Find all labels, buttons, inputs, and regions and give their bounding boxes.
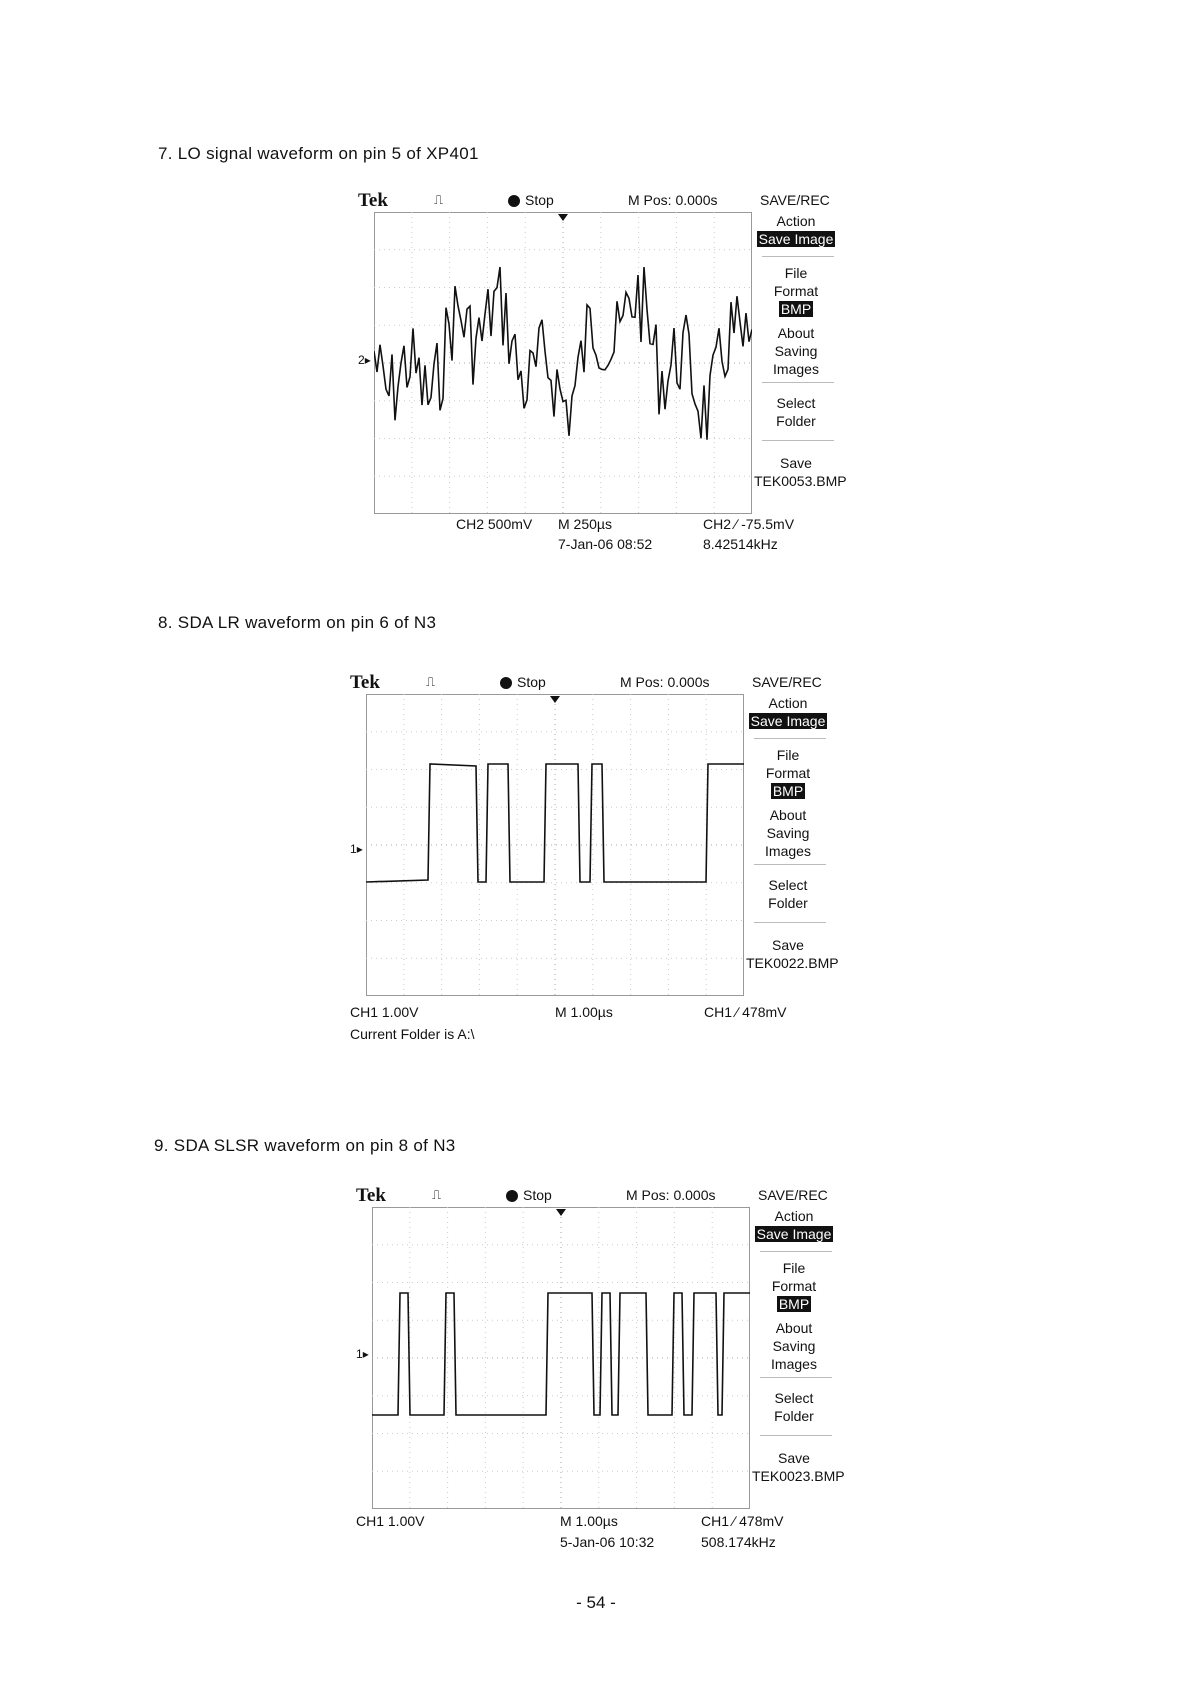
trigger-level: CH2 ∕ -75.5mV	[703, 516, 795, 532]
timebase: M 250µs	[558, 516, 612, 532]
menu-save[interactable]: Save TEK0022.BMP	[746, 937, 839, 971]
channel-scale: CH1 1.00V	[356, 1513, 425, 1529]
current-folder: Current Folder is A:\	[350, 1026, 475, 1042]
horizontal-position: M Pos: 0.000s	[628, 192, 718, 208]
channel-marker: 2▸	[358, 353, 371, 367]
menu-select-folder[interactable]: Select Folder	[768, 877, 808, 911]
trigger-level: CH1 ∕ 478mV	[701, 1513, 784, 1529]
trigger-position-icon	[550, 696, 560, 703]
waveform-graticule	[366, 694, 744, 996]
menu-title: SAVE/REC	[758, 1187, 828, 1203]
menu-file-format[interactable]: File Format BMP	[773, 265, 819, 317]
timebase: M 1.00µs	[560, 1513, 618, 1529]
menu-select-folder[interactable]: Select Folder	[776, 395, 816, 429]
graticule-grid	[366, 694, 744, 996]
frequency-readout: 508.174kHz	[701, 1534, 776, 1550]
tek-logo: Tek	[356, 1185, 386, 1206]
tek-logo: Tek	[358, 190, 388, 211]
pulse-icon: ⎍	[426, 674, 436, 689]
trigger-position-icon	[558, 214, 568, 221]
waveform-graticule	[372, 1207, 750, 1509]
menu-about-saving[interactable]: About Saving Images	[771, 1320, 817, 1372]
capture-datetime: 7-Jan-06 08:52	[558, 536, 653, 552]
waveform-graticule	[374, 212, 752, 514]
menu-select-folder[interactable]: Select Folder	[774, 1390, 814, 1424]
waveform-trace	[372, 1293, 750, 1415]
menu-about-saving[interactable]: About Saving Images	[773, 325, 819, 377]
channel-marker: 1▸	[356, 1347, 369, 1361]
oscilloscope-screenshot	[358, 190, 848, 560]
pulse-icon: ⎍	[432, 1187, 442, 1202]
acquisition-status: Stop	[517, 674, 546, 690]
menu-about-saving[interactable]: About Saving Images	[765, 807, 811, 859]
stop-indicator-icon	[508, 195, 520, 207]
trigger-level: CH1 ∕ 478mV	[704, 1004, 787, 1020]
page-number: - 54 -	[576, 1593, 616, 1612]
acquisition-status: Stop	[525, 192, 554, 208]
pulse-icon: ⎍	[434, 192, 444, 207]
oscilloscope-screenshot	[350, 672, 840, 1042]
menu-file-format[interactable]: File Format BMP	[771, 1260, 817, 1312]
frequency-readout: 8.42514kHz	[703, 536, 778, 552]
horizontal-position: M Pos: 0.000s	[626, 1187, 716, 1203]
menu-action[interactable]: Action Save Image	[750, 695, 826, 729]
save-rec-menu	[754, 212, 847, 514]
stop-indicator-icon	[506, 1190, 518, 1202]
section-caption: 8. SDA LR waveform on pin 6 of N3	[158, 613, 437, 632]
save-rec-menu	[752, 1207, 845, 1509]
menu-action[interactable]: Action Save Image	[756, 1208, 832, 1242]
section-caption: 7. LO signal waveform on pin 5 of XP401	[158, 144, 479, 163]
channel-marker: 1▸	[350, 842, 363, 856]
save-rec-menu	[746, 694, 839, 996]
menu-title: SAVE/REC	[760, 192, 830, 208]
stop-indicator-icon	[500, 677, 512, 689]
trigger-position-icon	[556, 1209, 566, 1216]
tek-logo: Tek	[350, 672, 380, 693]
acquisition-status: Stop	[523, 1187, 552, 1203]
menu-save[interactable]: Save TEK0053.BMP	[754, 455, 847, 489]
channel-scale: CH1 1.00V	[350, 1004, 419, 1020]
menu-save[interactable]: Save TEK0023.BMP	[752, 1450, 845, 1484]
timebase: M 1.00µs	[555, 1004, 613, 1020]
capture-datetime: 5-Jan-06 10:32	[560, 1534, 655, 1550]
oscilloscope-screenshot	[356, 1185, 846, 1555]
channel-scale: CH2 500mV	[456, 516, 533, 532]
menu-title: SAVE/REC	[752, 674, 822, 690]
menu-file-format[interactable]: File Format BMP	[765, 747, 811, 799]
graticule-grid	[374, 212, 752, 514]
horizontal-position: M Pos: 0.000s	[620, 674, 710, 690]
section-caption: 9. SDA SLSR waveform on pin 8 of N3	[154, 1136, 456, 1155]
menu-action[interactable]: Action Save Image	[758, 213, 834, 247]
